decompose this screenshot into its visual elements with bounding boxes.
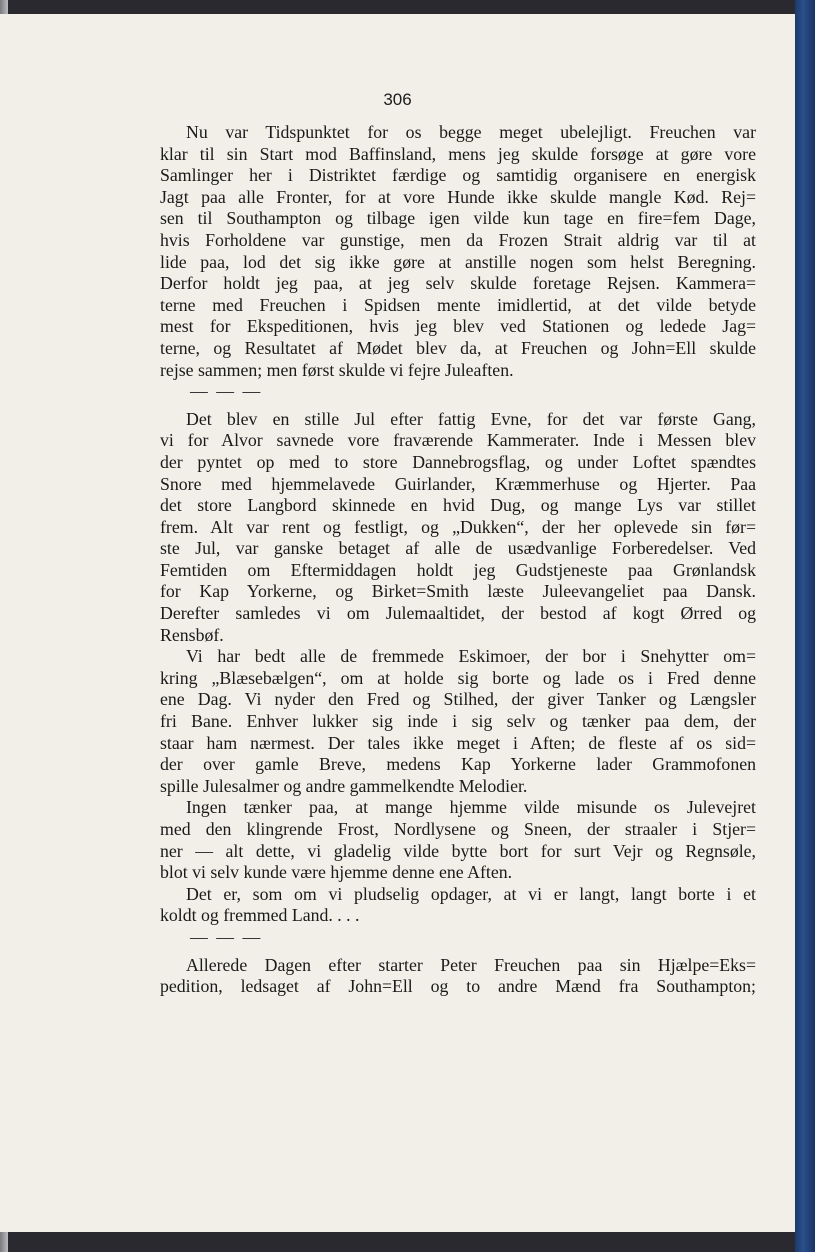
text-line: mest for Ekspeditionen, hvis jeg blev ved Stationen og ledede Jag= bbox=[160, 316, 756, 337]
text-line: for Kap Yorkerne, og Birket=Smith læste Juleevangeliet paa Dansk. bbox=[160, 581, 756, 602]
text-line: kring „Blæsebælgen“, om at holde sig borte og lade os i Fred denne bbox=[160, 667, 756, 688]
text-line: terne med Freuchen i Spidsen mente imidlertid, at det vilde betyde bbox=[160, 294, 756, 315]
text-line: Jagt paa alle Fronter, for at vore Hunde ikke skulde mangle Kød. Rej= bbox=[160, 186, 756, 207]
text-line: Derefter samledes vi om Julemaaltidet, der bestod af kogt Ørred og bbox=[160, 603, 756, 624]
text-line: Allerede Dagen efter starter Peter Freuchen paa sin Hjælpe=Eks= bbox=[186, 954, 756, 975]
text-line: terne, og Resultatet af Mødet blev da, at Freuchen og John=Ell skulde bbox=[160, 337, 756, 358]
text-line: staar ham nærmest. Der tales ikke meget i Aften; de fleste af os sid= bbox=[160, 732, 756, 753]
text-line: Rensbøf. bbox=[160, 624, 224, 645]
text-line: der over gamle Breve, medens Kap Yorkerne lader Grammofonen bbox=[160, 754, 756, 775]
text-line: Femtiden om Eftermiddagen holdt jeg Gudstjeneste paa Grønlandsk bbox=[160, 559, 756, 580]
text-line: rejse sammen; men først skulde vi fejre Juleaften. bbox=[160, 359, 514, 380]
text-line: vi for Alvor savnede vore fraværende Kammerater. Inde i Messen blev bbox=[160, 430, 756, 451]
text-line: ner — alt dette, vi gladelig vilde bytte bort for surt Vejr og Regnsøle, bbox=[160, 840, 756, 861]
text-line: Vi har bedt alle de fremmede Eskimoer, der bor i Snehytter om= bbox=[186, 646, 756, 667]
body-text bbox=[160, 122, 756, 998]
text-line: der pyntet op med to store Dannebrogsflag, og under Loftet spændtes bbox=[160, 451, 756, 472]
text-line: pedition, ledsaget af John=Ell og to andre Mænd fra Southampton; bbox=[160, 976, 756, 997]
book-cover-edge bbox=[795, 0, 815, 1252]
text-line: Snore med hjemmelavede Guirlander, Kræmmerhuse og Hjerter. Paa bbox=[160, 473, 756, 494]
text-line: koldt og fremmed Land. . . . bbox=[160, 905, 360, 926]
text-line: ene Dag. Vi nyder den Fred og Stilhed, der giver Tanker og Længsler bbox=[160, 689, 756, 710]
text-line: Derfor holdt jeg paa, at jeg selv skulde foretage Rejsen. Kammera= bbox=[160, 273, 756, 294]
text-line: det store Langbord skinnede en hvid Dug, og mange Lys var stillet bbox=[160, 495, 756, 516]
text-line: klar til sin Start mod Baffinsland, mens jeg skulde forsøge at gøre vore bbox=[160, 143, 756, 164]
text-line: Ingen tænker paa, at mange hjemme vilde misunde os Julevejret bbox=[186, 797, 756, 818]
text-line: hvis Forholdene var gunstige, men da Frozen Strait aldrig var til at bbox=[160, 229, 756, 250]
page-number: 306 bbox=[383, 90, 412, 109]
text-line: spille Julesalmer og andre gammelkendte Melodier. bbox=[160, 775, 528, 796]
text-line: Det blev en stille Jul efter fattig Evne, for det var første Gang, bbox=[186, 408, 756, 429]
text-line: Samlinger her i Distriktet færdige og samtidig organisere en energisk bbox=[160, 165, 756, 186]
text-line: frem. Alt var rent og festligt, og „Dukken“, der her oplevede sin før= bbox=[160, 516, 756, 537]
section-separator: — — — bbox=[190, 926, 263, 947]
text-line: Det er, som om vi pludselig opdager, at vi er langt, langt borte i et bbox=[186, 883, 756, 904]
text-line: ste Jul, var ganske betaget af alle de usædvanlige Forberedelser. Ved bbox=[160, 538, 756, 559]
text-line: Nu var Tidspunktet for os begge meget ubelejligt. Freuchen var bbox=[186, 122, 756, 142]
section-separator: — — — bbox=[190, 381, 263, 402]
text-line: fri Bane. Enhver lukker sig inde i sig selv og tænker paa dem, der bbox=[160, 711, 756, 732]
text-line: lide paa, lod det sig ikke gøre at anstille nogen som helst Beregning. bbox=[160, 251, 756, 272]
text-line: med den klingrende Frost, Nordlysene og Sneen, der straaler i Stjer= bbox=[160, 819, 756, 839]
text-line: sen til Southampton og tilbage igen vilde kun tage en fire=fem Dage, bbox=[160, 208, 756, 229]
text-line: blot vi selv kunde være hjemme denne ene Aften. bbox=[160, 862, 513, 883]
